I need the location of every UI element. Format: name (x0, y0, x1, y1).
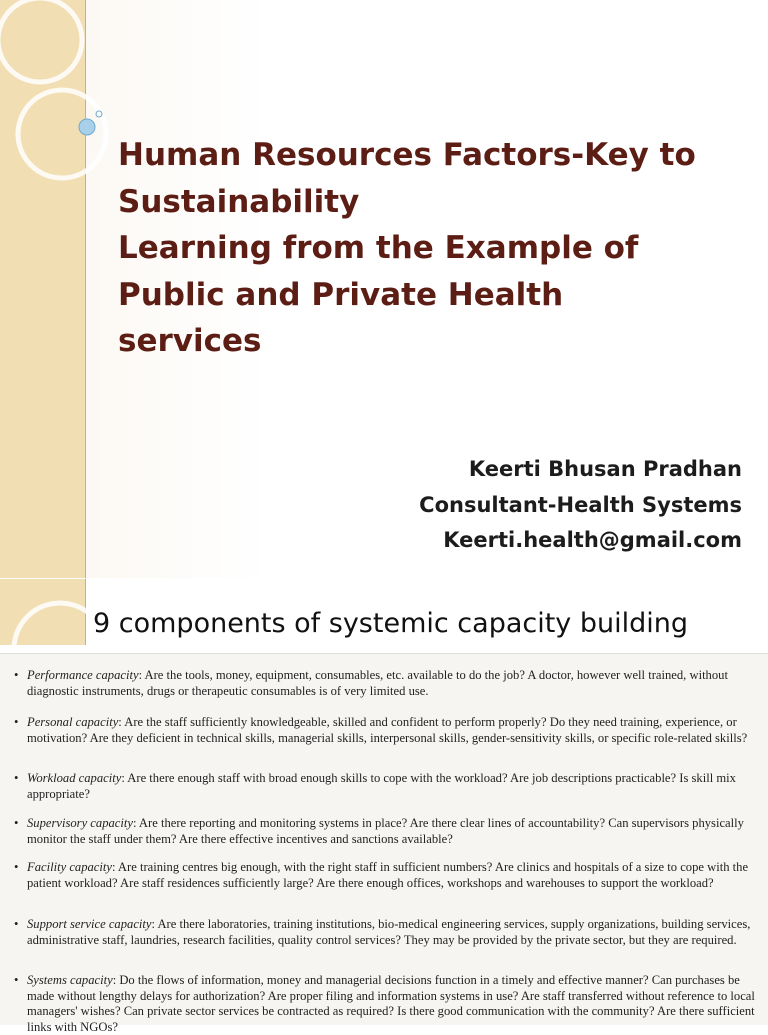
component-description: : Are there reporting and monitoring systems in place? Are there clear lines of accountability? Can supervisors physically monitor the staff under them? Are there effective incentives and sanctions available? (27, 816, 744, 846)
component-description: : Are the staff sufficiently knowledgeable, skilled and confident to perform properly? Do they need training, experience, or motivation? Are they deficient in technical skills, managerial skills, interpersonal skills, gender-sensitivity skills, or specific role-related skills? (27, 715, 748, 745)
list-item (14, 860, 760, 891)
author-email: Keerti.health@gmail.com (443, 528, 742, 552)
component-term: Personal capacity (27, 715, 119, 729)
title-line: Human Resources Factors-Key to (118, 137, 696, 173)
title-line: Public and Private Health (118, 276, 564, 313)
presentation-title (118, 132, 748, 365)
author-name: Keerti Bhusan Pradhan (468, 457, 742, 481)
title-line: services (118, 323, 262, 359)
component-term: Support service capacity (27, 917, 152, 931)
component-term: Facility capacity (27, 860, 112, 874)
list-item (14, 973, 760, 1035)
list-item (14, 816, 760, 847)
list-item (14, 771, 760, 802)
decorative-arc-icon (0, 579, 86, 645)
title-line: Sustainability (118, 183, 360, 220)
component-description: : Are there laboratories, training institutions, bio-medical engineering services, supply organizations, building services, administrative staff, laundries, research facilities, quality control services? They may be provided by the private sector, but they are required. (27, 917, 751, 947)
component-term: Performance capacity (27, 668, 139, 682)
bullet-icon: • (14, 917, 19, 931)
components-slide (0, 579, 768, 1034)
component-description: : Are training centres big enough, with the right staff in sufficient numbers? Are clinics and hospitals of a size to cope with the patient workload? Are staff residences sufficiently large? Are there enough offices, workshops and warehouses to support the workload? (27, 860, 749, 890)
slide-heading: 9 components of systemic capacity building (93, 608, 689, 639)
list-item (14, 715, 760, 746)
bullet-icon: • (14, 816, 19, 830)
bullet-icon: • (14, 668, 19, 682)
bullet-icon: • (14, 771, 19, 785)
bullet-icon: • (14, 715, 19, 729)
component-description: : Are the tools, money, equipment, consumables, etc. available to do the job? A doctor, however well trained, without diagnostic instruments, drugs or therapeutic consumables is of very limited use. (27, 668, 728, 698)
author-role: Consultant-Health Systems (419, 492, 742, 517)
bullet-icon: • (14, 973, 19, 987)
component-term: Workload capacity (27, 771, 122, 785)
author-block (419, 452, 742, 559)
list-item (14, 917, 760, 948)
component-description: : Do the flows of information, money and managerial decisions function in a timely and effective manner? Can purchases be made without lengthy delays for authorization? Are proper filing and information systems in use? Are staff transferred without reference to local managers' wishes? Can private sector services be contracted as required? Is there good communication with the community? Are there sufficient links with NGOs? (27, 973, 755, 1034)
component-term: Supervisory capacity (27, 816, 133, 830)
components-text-panel (0, 653, 768, 1034)
title-line: Learning from the Example of (118, 230, 639, 266)
component-term: Systems capacity (27, 973, 113, 987)
bullet-icon: • (14, 860, 19, 874)
decorative-circles-icon (0, 0, 130, 200)
list-item (14, 668, 760, 699)
component-description: : Are there enough staff with broad enough skills to cope with the workload? Are job descriptions practicable? Is skill mix appropriate? (27, 771, 736, 801)
